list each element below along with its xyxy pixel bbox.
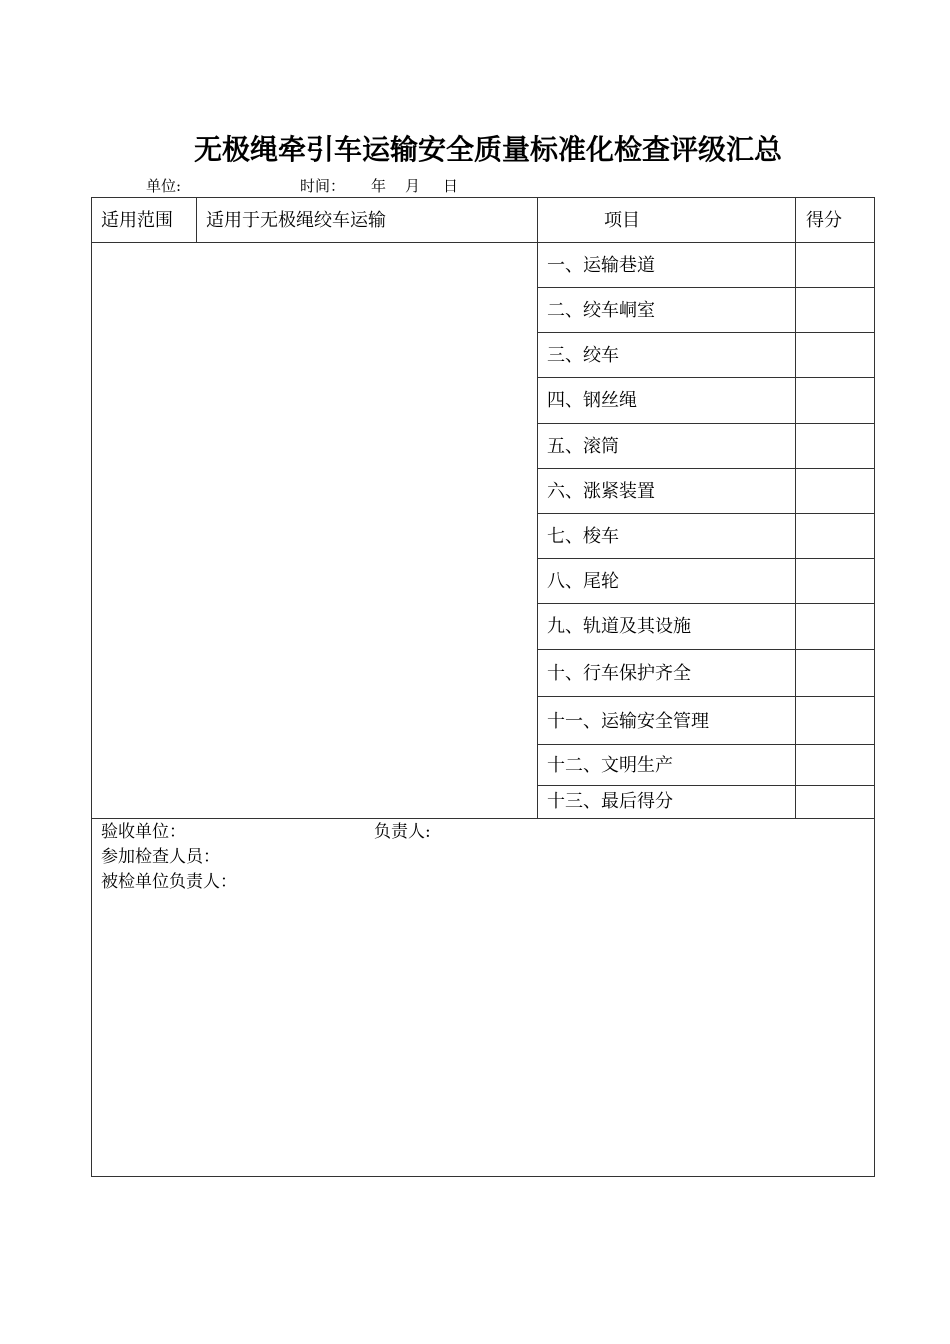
item-row-label: 十二、文明生产: [547, 755, 673, 776]
acceptance-unit-label: 验收单位：: [101, 822, 186, 842]
item-row-label: 五、滚筒: [547, 436, 619, 457]
item-row-divider: [537, 785, 875, 786]
header-row-divider: [91, 242, 875, 243]
item-row-label: 七、梭车: [547, 526, 619, 547]
score-column-divider: [795, 197, 796, 818]
scope-label: 适用范围: [101, 210, 173, 231]
item-row-label: 八、尾轮: [547, 571, 619, 592]
item-header: 项目: [604, 210, 640, 231]
item-row-label: 四、钢丝绳: [547, 390, 637, 411]
item-row-label: 六、涨紧装置: [547, 481, 655, 502]
scope-value: 适用于无极绳绞车运输: [206, 210, 386, 231]
item-row-divider: [537, 558, 875, 559]
unit-label: 单位:: [146, 177, 182, 195]
time-label: 时间：: [300, 177, 346, 195]
item-row-divider: [537, 377, 875, 378]
item-row-divider: [537, 423, 875, 424]
item-row-divider: [537, 649, 875, 650]
item-row-label: 十一、运输安全管理: [547, 711, 709, 732]
day-label: 日: [443, 177, 459, 195]
item-row-divider: [537, 696, 875, 697]
item-row-label: 三、绞车: [547, 345, 619, 366]
items-column-divider: [537, 197, 538, 818]
score-header: 得分: [806, 210, 842, 231]
item-row-divider: [537, 332, 875, 333]
item-row-label: 十三、最后得分: [547, 791, 673, 812]
item-row-label: 十、行车保护齐全: [547, 663, 691, 684]
item-row-label: 二、绞车峒室: [547, 300, 655, 321]
signature-section-divider: [91, 818, 875, 819]
item-row-divider: [537, 513, 875, 514]
scope-label-divider: [196, 197, 197, 243]
item-row-label: 一、运输巷道: [547, 255, 655, 276]
participants-label: 参加检查人员：: [101, 847, 220, 867]
item-row-divider: [537, 287, 875, 288]
item-row-label: 九、轨道及其设施: [547, 616, 691, 637]
form-table: [91, 197, 875, 1177]
page-title: 无极绳牵引车运输安全质量标准化检查评级汇总: [193, 133, 782, 166]
inspected-unit-responsible-label: 被检单位负责人：: [101, 872, 237, 892]
responsible-label: 负责人:: [374, 822, 431, 842]
month-label: 月: [405, 177, 421, 195]
item-row-divider: [537, 744, 875, 745]
item-row-divider: [537, 468, 875, 469]
item-row-divider: [537, 603, 875, 604]
year-label: 年: [371, 177, 387, 195]
